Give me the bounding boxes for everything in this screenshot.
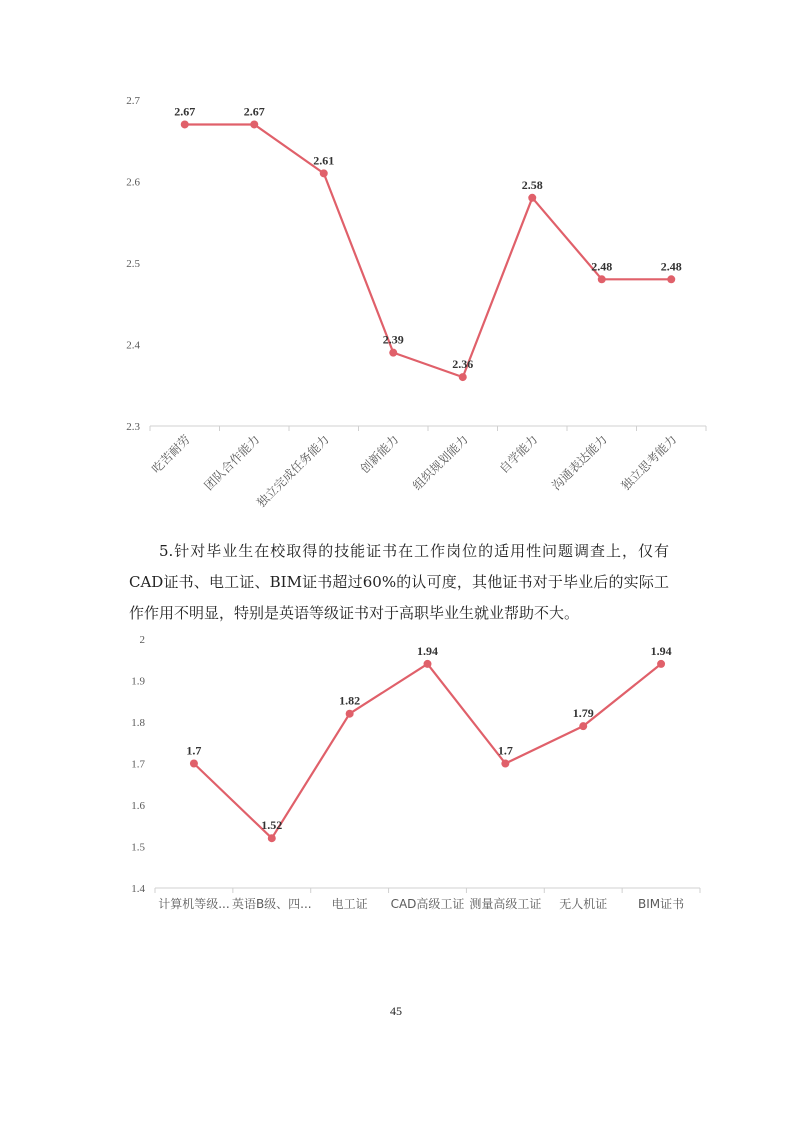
y-axis-ticks — [131, 634, 145, 895]
category-label: 无人机证 — [559, 897, 608, 911]
y-axis-ticks — [126, 95, 140, 433]
data-point — [320, 169, 328, 177]
data-label: 1.52 — [261, 818, 283, 833]
y-tick-label: 2.4 — [126, 339, 140, 352]
chart-core-abilities — [0, 80, 792, 520]
category-label: 独立思考能力 — [618, 432, 680, 494]
y-tick-label: 1.8 — [131, 717, 145, 729]
series-line — [181, 120, 676, 381]
data-label: 2.39 — [382, 332, 404, 347]
data-point — [268, 834, 276, 842]
data-point — [181, 120, 189, 128]
category-label: 测量高级工证 — [469, 897, 542, 911]
category-label: CAD高级工证 — [390, 897, 465, 911]
data-label: 2.61 — [313, 153, 335, 168]
data-label: 1.94 — [417, 643, 438, 658]
data-label: 2.48 — [660, 259, 682, 274]
data-point — [528, 194, 536, 202]
data-point — [190, 760, 198, 768]
y-tick-label: 2.6 — [126, 176, 140, 189]
y-tick-label: 1.9 — [131, 675, 145, 688]
category-label: 计算机等级... — [158, 897, 230, 911]
y-tick-label: 2.3 — [126, 421, 140, 433]
category-label: 吃苦耐劳 — [149, 432, 193, 477]
category-label: 团队合作能力 — [201, 432, 263, 494]
data-label: 2.67 — [243, 104, 265, 119]
x-axis — [150, 426, 706, 431]
x-axis — [155, 888, 700, 893]
data-label: 2.48 — [591, 259, 613, 274]
data-label: 2.58 — [521, 177, 543, 192]
data-labels — [186, 644, 671, 832]
category-label: BIM证书 — [638, 897, 685, 911]
data-label: 1.7 — [186, 743, 202, 758]
y-tick-label: 2 — [139, 634, 145, 646]
category-label: 创新能力 — [357, 432, 402, 477]
data-label: 2.67 — [174, 104, 196, 119]
series-line-path — [194, 664, 661, 838]
category-labels — [158, 896, 684, 911]
category-label: 英语B级、四... — [231, 897, 312, 911]
series-line — [190, 660, 665, 842]
data-label: 1.7 — [497, 743, 513, 758]
y-tick-label: 1.6 — [131, 800, 145, 812]
category-labels — [148, 432, 679, 510]
category-label: 自学能力 — [496, 432, 541, 477]
data-point — [459, 373, 467, 381]
data-point — [250, 120, 258, 128]
data-point — [657, 660, 665, 668]
data-label: 1.79 — [572, 706, 594, 721]
chart-certificates — [0, 628, 792, 928]
category-label: 沟通表达能力 — [549, 432, 610, 494]
category-label: 独立完成任务能力 — [254, 432, 332, 511]
y-tick-label: 1.7 — [131, 758, 145, 771]
y-tick-label: 2.5 — [126, 258, 140, 270]
data-point — [389, 349, 397, 357]
category-label: 电工证 — [331, 897, 368, 911]
category-label: 组织规划能力 — [410, 432, 471, 494]
data-point — [667, 275, 675, 283]
data-label: 2.36 — [452, 357, 474, 372]
data-labels — [174, 104, 682, 371]
data-point — [579, 722, 587, 730]
data-point — [346, 710, 354, 718]
page-number: 45 — [390, 1004, 402, 1018]
body-paragraph: 5.针对毕业生在校取得的技能证书在工作岗位的适用性问题调查上，仅有CAD证书、电工证、BIM证书超过60%的认可度，其他证书对于毕业后的实际工作作用不明显，特别是英语等级证书对于高职毕业生就业帮助不大。 — [129, 542, 669, 622]
y-tick-label: 1.5 — [131, 841, 145, 854]
data-label: 1.82 — [339, 693, 361, 708]
y-tick-label: 2.7 — [126, 95, 140, 107]
data-point — [598, 275, 606, 283]
y-tick-label: 1.4 — [131, 883, 145, 895]
series-line-path — [185, 125, 672, 378]
data-point — [501, 760, 509, 768]
data-label: 1.94 — [650, 643, 672, 658]
data-point — [424, 660, 432, 668]
